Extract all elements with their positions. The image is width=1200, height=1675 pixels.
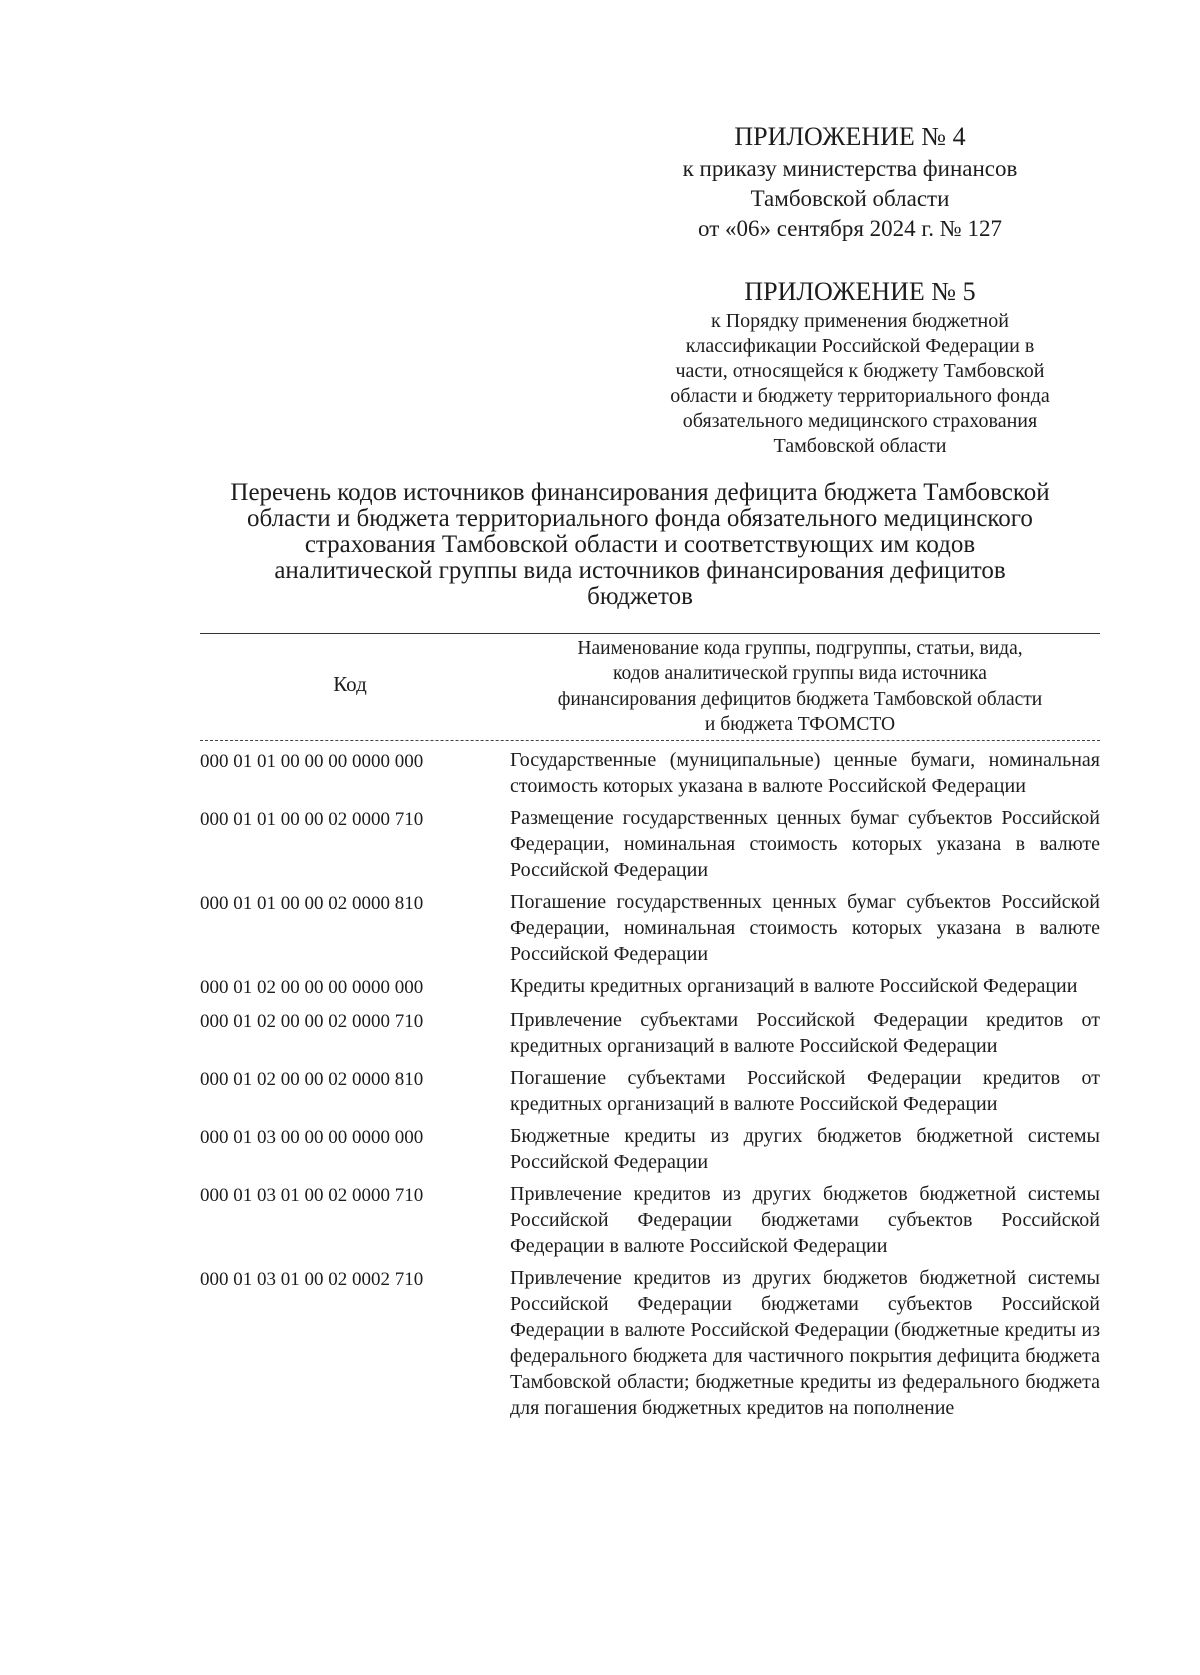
table-row [200,805,1100,883]
annex-5-line: обязательного медицинского страхования [682,409,1038,432]
row-name: Государственные (муниципальные) ценные бумаги, номинальная стоимость которых указана в валюте Российской Федерации [510,749,1100,797]
table-header-rule [200,740,1100,741]
row-name: Погашение государственных ценных бумаг субъектов Российской Федерации, номинальная стоимость которых указана в валюте Российской Федерации [510,891,1100,965]
row-code: 000 01 01 00 00 00 0000 000 [200,751,424,772]
title-line: аналитической группы вида источников финансирования дефицитов [274,557,1006,584]
row-code: 000 01 03 01 00 02 0000 710 [200,1185,424,1206]
row-code: 000 01 02 00 00 02 0000 710 [200,1011,424,1032]
annex-4-title: ПРИЛОЖЕНИЕ № 4 [734,122,966,151]
row-code: 000 01 03 00 00 00 0000 000 [200,1127,424,1148]
table-row [200,973,1100,1001]
row-name: Привлечение кредитов из других бюджетов бюджетной системы Российской Федерации бюджетами субъектов Российской Федерации в валюте Российской Федерации [510,1183,1100,1257]
document-title [150,480,1130,610]
row-name: Размещение государственных ценных бумаг субъектов Российской Федерации, номинальная стоимость которых указана в валюте Российской Федерации [510,807,1100,881]
row-code: 000 01 02 00 00 02 0000 810 [200,1069,424,1090]
title-line: области и бюджета территориального фонда обязательного медицинского [247,505,1033,532]
row-name: Кредиты кредитных организаций в валюте Российской Федерации [510,975,1078,997]
annex-4-line: от «06» сентября 2024 г. № 127 [698,215,1002,241]
header-name-line: финансирования дефицитов бюджета Тамбовской области [557,688,1043,710]
annex-4-line: Тамбовской области [750,185,950,211]
table-row [200,747,1100,799]
row-name: Погашение субъектами Российской Федерации кредитов от кредитных организаций в валюте Российской Федерации [510,1067,1100,1115]
table-row [200,1181,1100,1259]
header-name-line: кодов аналитической группы вида источника [613,663,987,685]
annex-5-line: классификации Российской Федерации в [685,334,1035,357]
row-code: 000 01 01 00 00 02 0000 810 [200,893,424,914]
row-name: Бюджетные кредиты из других бюджетов бюджетной системы Российской Федерации [510,1125,1100,1173]
table-row [200,1065,1100,1117]
annex-4-line: к приказу министерства финансов [682,155,1018,181]
table-body [200,747,1100,1427]
row-name: Привлечение кредитов из других бюджетов бюджетной системы Российской Федерации бюджетами субъектов Российской Федерации в валюте Российской Федерации (бюджетные кредиты из федерального бюджета для частичного покрытия дефицита бюджета Тамбовской области; бюджетные кредиты из федерального бюджета для погашения бюджетных кредитов на пополнение [510,1267,1100,1419]
annex-5-line: к Порядку применения бюджетной [711,309,1009,332]
title-line: страхования Тамбовской области и соответствующих им кодов [304,531,976,558]
title-line: бюджетов [587,583,693,610]
row-name: Привлечение субъектами Российской Федерации кредитов от кредитных организаций в валюте Российской Федерации [510,1009,1100,1057]
annex-4-block [640,120,1060,243]
row-code: 000 01 03 01 00 02 0002 710 [200,1269,424,1290]
row-code: 000 01 02 00 00 00 0000 000 [200,977,424,998]
row-code: 000 01 01 00 00 02 0000 710 [200,809,424,830]
table-row [200,889,1100,967]
table-row [200,1007,1100,1059]
annex-5-line: Тамбовской области [773,434,947,457]
title-line: Перечень кодов источников финансирования дефицита бюджета Тамбовской [230,479,1050,506]
table-top-rule [200,633,1100,634]
table-row [200,1123,1100,1175]
annex-5-line: области и бюджету территориального фонда [670,384,1050,407]
annex-5-title: ПРИЛОЖЕНИЕ № 5 [744,277,976,306]
header-name [505,636,1095,737]
header-name-line: и бюджета ТФОМСТО [704,714,896,736]
annex-5-line: части, относящейся к бюджету Тамбовской [675,359,1045,382]
header-code: Код [333,672,367,696]
table-row [200,1265,1100,1421]
annex-5-block [640,275,1080,459]
header-name-line: Наименование кода группы, подгруппы, статьи, вида, [577,638,1023,659]
